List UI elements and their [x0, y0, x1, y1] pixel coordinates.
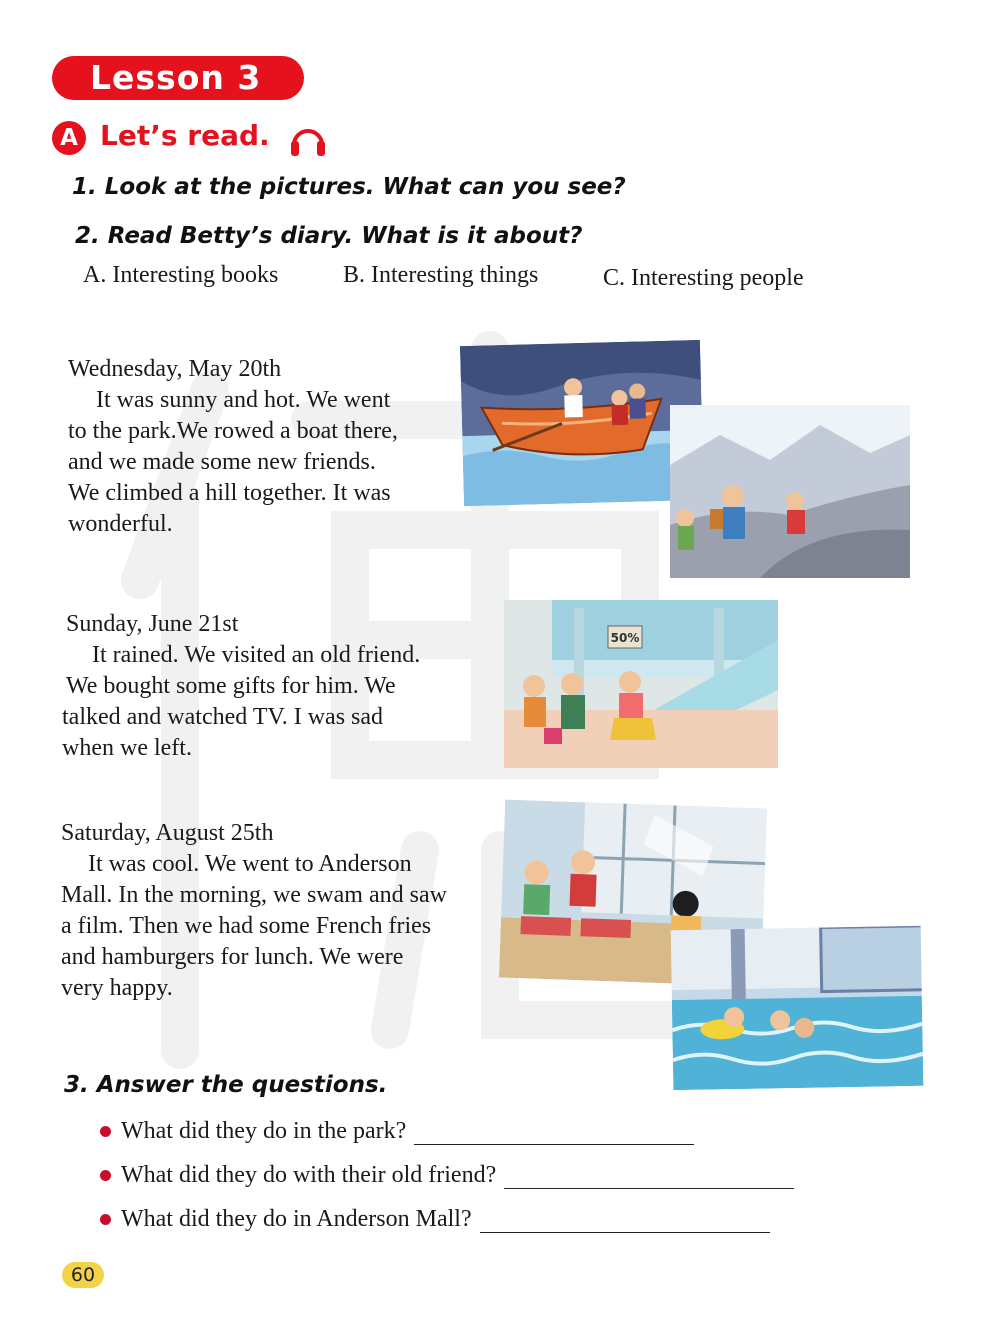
diary-line: and hamburgers for lunch. We were [61, 944, 404, 970]
answer-question-2 [100, 1162, 794, 1189]
diary-line: Mall. In the morning, we swam and saw [61, 882, 447, 908]
lesson-title: Lesson 3 [90, 58, 262, 97]
diary-line: We climbed a hill together. It was [68, 480, 391, 506]
section-letter-badge: A [52, 121, 86, 155]
diary-line: wonderful. [68, 511, 173, 537]
page-number: 60 [62, 1262, 104, 1288]
option-c: C. Interesting people [603, 265, 804, 291]
diary-line: We bought some gifts for him. We [66, 673, 396, 699]
diary-line: to the park.We rowed a boat there, [68, 418, 398, 444]
answer-question-3 [100, 1206, 770, 1233]
answer-question-1 [100, 1118, 694, 1145]
diary-date: Saturday, August 25th [61, 820, 274, 846]
diary-date: Sunday, June 21st [66, 611, 239, 637]
diary-line: It rained. We visited an old friend. [92, 642, 421, 668]
answer-question-text: What did they do in the park? [121, 1118, 407, 1144]
answer-blank-1[interactable] [414, 1122, 694, 1145]
option-a: A. Interesting books [83, 262, 279, 288]
answer-question-text: What did they do with their old friend? [121, 1162, 497, 1188]
lesson-title-banner [52, 56, 304, 100]
headphones-icon[interactable] [288, 121, 328, 159]
diary-entry-2 [62, 609, 420, 764]
hill-climbing-picture [670, 405, 910, 578]
diary-entry-3 [61, 818, 447, 1004]
diary-line: very happy. [61, 975, 173, 1001]
diary-line: a film. Then we had some French fries [61, 913, 432, 939]
diary-line: It was sunny and hot. We went [96, 387, 391, 413]
diary-line: and we made some new friends. [68, 449, 376, 475]
swimming-picture [671, 926, 924, 1090]
mall-sign-text: 50% [610, 631, 640, 645]
bullet-icon [100, 1126, 111, 1137]
answer-blank-2[interactable] [504, 1166, 794, 1189]
diary-line: talked and watched TV. I was sad [62, 704, 384, 730]
diary-line: It was cool. We went to Anderson [88, 851, 412, 877]
option-b: B. Interesting things [343, 262, 539, 288]
rowing-boat-picture [460, 340, 704, 506]
diary-entry-1 [68, 354, 398, 540]
bullet-icon [100, 1214, 111, 1225]
visiting-friend-picture [504, 600, 778, 768]
diary-date: Wednesday, May 20th [68, 356, 282, 382]
question-3: 3. Answer the questions. [64, 1072, 388, 1098]
answer-question-text: What did they do in Anderson Mall? [121, 1206, 472, 1232]
bullet-icon [100, 1170, 111, 1181]
answer-blank-3[interactable] [480, 1210, 770, 1233]
diary-line: when we left. [62, 735, 192, 761]
section-title: Let’s read. [100, 119, 270, 152]
question-2: 2. Read Betty’s diary. What is it about? [75, 223, 583, 249]
question-1: 1. Look at the pictures. What can you see? [72, 174, 626, 200]
